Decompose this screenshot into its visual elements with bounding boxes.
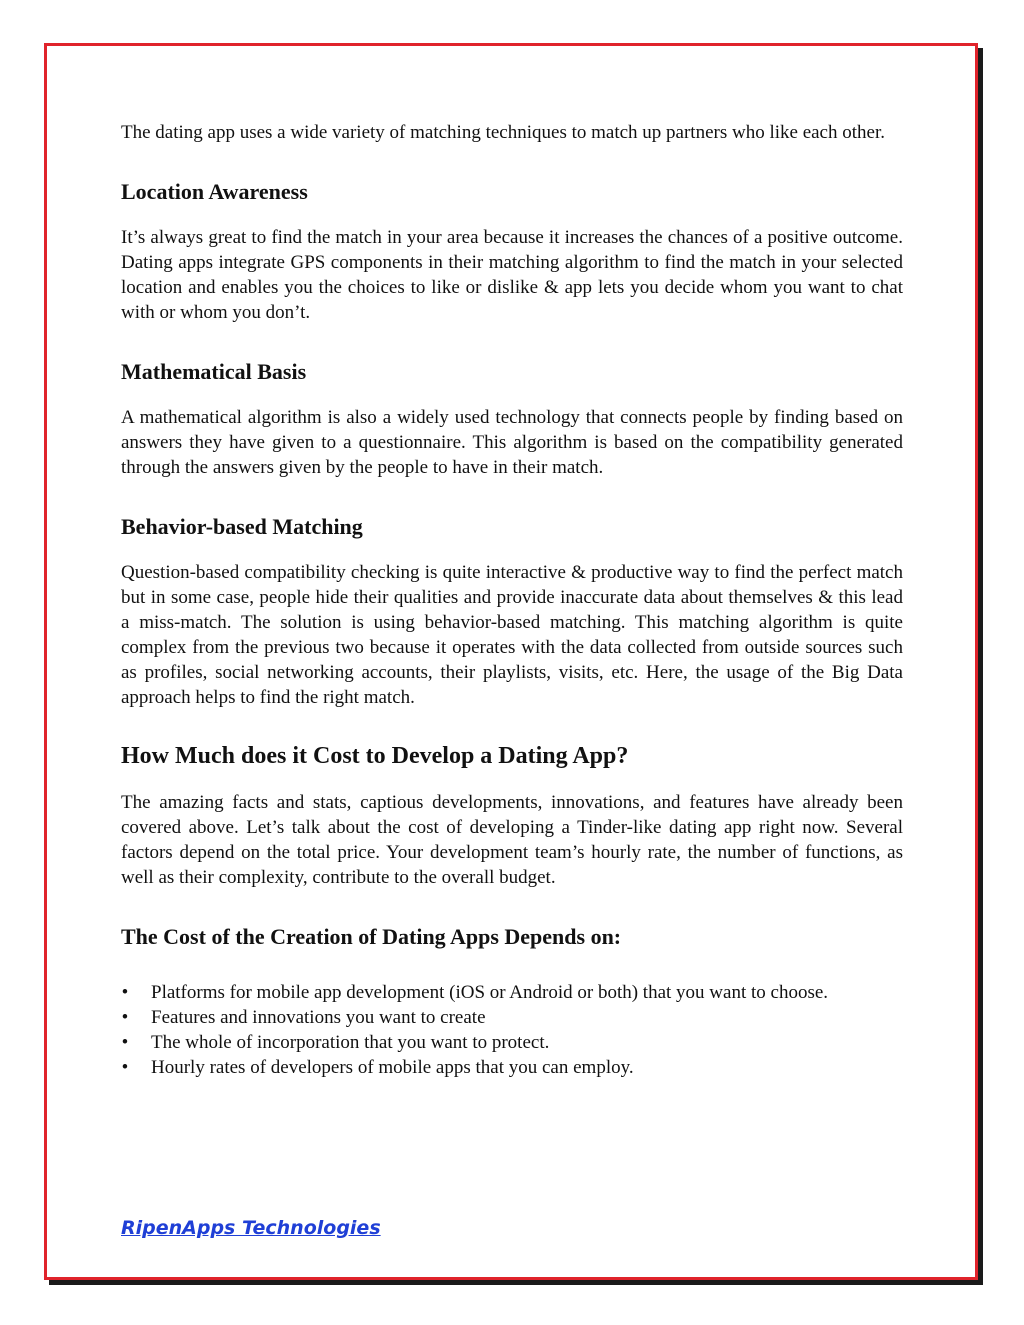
section-title-cost-depends-on: The Cost of the Creation of Dating Apps Depends on: <box>121 924 622 949</box>
section-title-mathematical-basis: Mathematical Basis <box>121 359 307 384</box>
list-item <box>121 1030 903 1055</box>
section-body-behavior-based-matching: Question-based compatibility checking is quite interactive & productive way to find the perfect match but in some case, people hide their qualities and provide inaccurate data about themselves & this lead a miss-match. The solution is using behavior-based matching. This matching algorithm is quite complex from the previous two because it operates with the data collected from outside sources such as profiles, social networking accounts, their playlists, visits, etc. Here, the usage of the Big Data approach helps to find the right match. <box>121 562 903 708</box>
list-item-text: Features and innovations you want to create <box>151 1007 486 1028</box>
bullet-icon: • <box>121 1057 129 1078</box>
section-title-behavior-based-matching: Behavior-based Matching <box>121 514 363 539</box>
list-item-text: Platforms for mobile app development (iOS or Android or both) that you want to choose. <box>151 982 829 1003</box>
document-body <box>121 120 903 1080</box>
section-body-cost-to-develop: The amazing facts and stats, captious developments, innovations, and features have already been covered above. Let’s talk about the cost of developing a Tinder-like dating app right now. Several factors depend on the total price. Your development team’s hourly rate, the number of functions, as well as their complexity, contribute to the overall budget. <box>121 792 903 888</box>
list-item-text: Hourly rates of developers of mobile apps that you can employ. <box>151 1057 634 1078</box>
bullet-icon: • <box>121 1007 129 1028</box>
list-item-text: The whole of incorporation that you want to protect. <box>151 1032 550 1053</box>
list-item <box>121 1055 903 1080</box>
list-item <box>121 1005 903 1030</box>
footer-brand-link[interactable]: RipenApps Technologies <box>121 1217 381 1239</box>
section-title-location-awareness: Location Awareness <box>121 179 308 204</box>
bullet-icon: • <box>121 1032 129 1053</box>
list-item <box>121 980 903 1005</box>
section-title-cost-to-develop: How Much does it Cost to Develop a Dating App? <box>121 743 629 769</box>
cost-factors-list <box>121 980 903 1080</box>
intro-paragraph: The dating app uses a wide variety of matching techniques to match up partners who like each other. <box>121 122 885 143</box>
section-body-location-awareness: It’s always great to find the match in your area because it increases the chances of a positive outcome. Dating apps integrate GPS components in their matching algorithm to find the match in your selected location and enables you the choices to like or dislike & app lets you decide whom you want to chat with or whom you don’t. <box>121 227 903 323</box>
section-body-mathematical-basis: A mathematical algorithm is also a widely used technology that connects people by finding based on answers they have given to a questionnaire. This algorithm is based on the compatibility generated through the answers given by the people to have in their match. <box>121 407 903 478</box>
bullet-icon: • <box>121 982 129 1003</box>
